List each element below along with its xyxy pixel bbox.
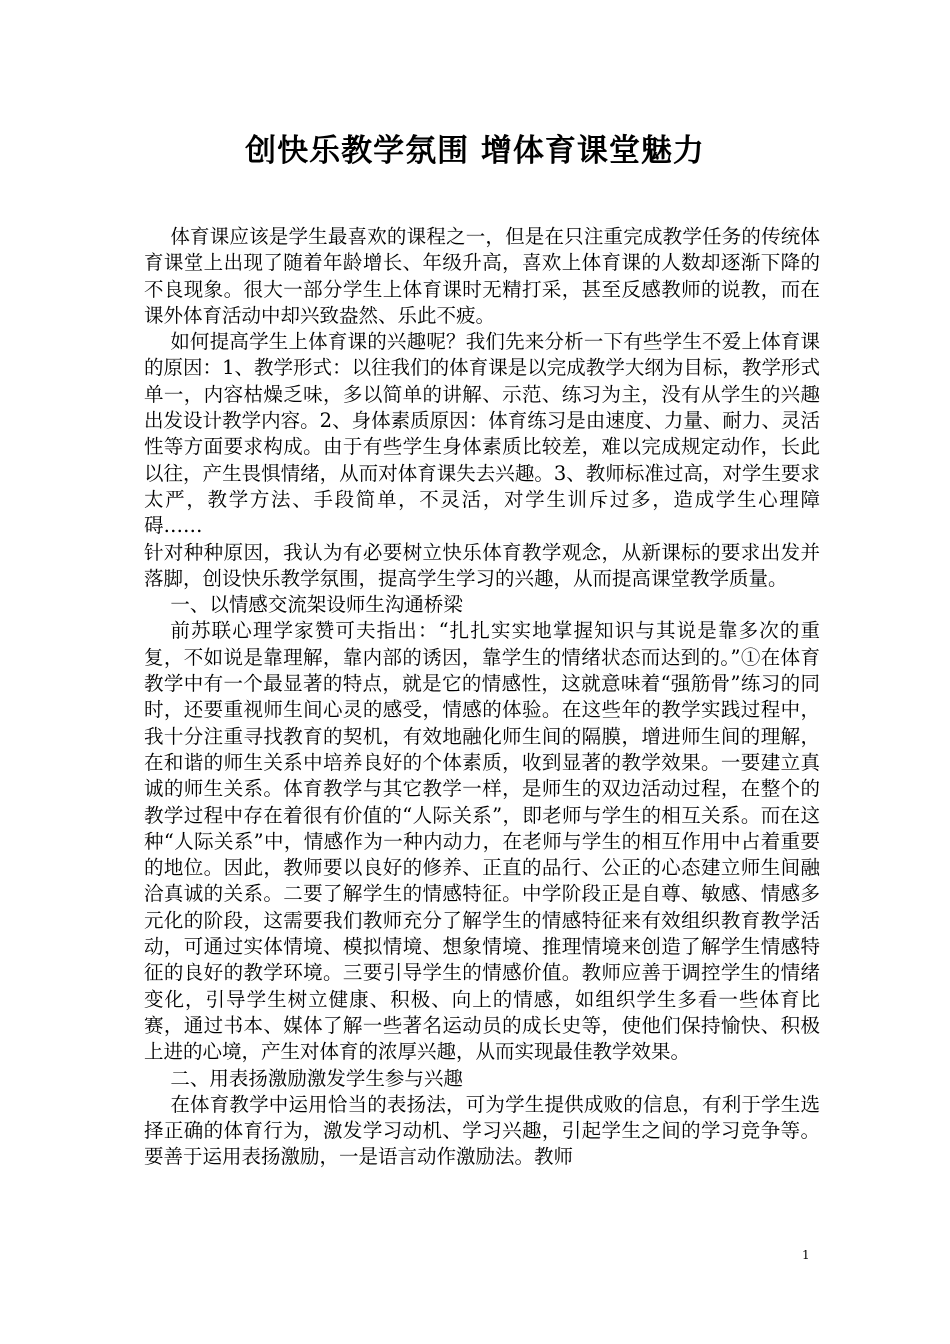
section-heading-1: 一、以情感交流架设师生沟通桥梁 <box>170 593 463 617</box>
paragraph-praise: 在体育教学中运用恰当的表扬法，可为学生提供成败的信息，有利于学生选择正确的体育行为，激发学习动机、学习兴趣，引起学生之间的学习竞争等。要善于运用表扬激励，一是语言动作激励法。教师 <box>144 1092 820 1169</box>
document-body <box>144 224 820 1171</box>
page-number: 1 <box>802 1248 810 1262</box>
paragraph-reasons: 如何提高学生上体育课的兴趣呢？我们先来分析一下有些学生不爱上体育课的原因：1、教学形式：以往我们的体育课是以完成教学大纲为目标，教学形式单一，内容枯燥乏味，多以简单的讲解、示范、练习为主，没有从学生的兴趣出发设计教学内容。2、身体素质原因：体育练习是由速度、力量、耐力、灵活性等方面要求构成。由于有些学生身体素质比较差，难以完成规定动作，长此以往，产生畏惧情绪，从而对体育课失去兴趣。3、教师标准过高，对学生要求太严，教学方法、手段简单，不灵活，对学生训斥过多，造成学生心理障碍…… <box>144 330 820 538</box>
document-title: 创快乐教学氛围 增体育课堂魅力 <box>245 133 705 169</box>
paragraph-approach: 针对种种原因，我认为有必要树立快乐体育教学观念，从新课标的要求出发并落脚，创设快乐教学氛围，提高学生学习的兴趣，从而提高课堂教学质量。 <box>144 540 820 590</box>
section-heading-2: 二、用表扬激励激发学生参与兴趣 <box>170 1066 463 1090</box>
paragraph-intro: 体育课应该是学生最喜欢的课程之一，但是在只注重完成教学任务的传统体育课堂上出现了随着年龄增长、年级升高，喜欢上体育课的人数却逐渐下降的不良现象。很大一部分学生上体育课时无精打采，甚至反感教师的说教，而在课外体育活动中却兴致盎然、乐此不疲。 <box>144 225 820 327</box>
paragraph-emotion: 前苏联心理学家赞可夫指出：“扎扎实实地掌握知识与其说是靠多次的重复，不如说是靠理解，靠内部的诱因，靠学生的情绪状态而达到的。”①在体育教学中有一个最显著的特点，就是它的情感性，这就意味着“强筋骨”练习的同时，还要重视师生间心灵的感受，情感的体验。在这些年的教学实践过程中，我十分注重寻找教育的契机，有效地融化师生间的隔膜，增进师生间的理解，在和谐的师生关系中培养良好的个体素质，收到显著的教学效果。一要建立真诚的师生关系。体育教学与其它教学一样，是师生的双边活动过程，在整个的教学过程中存在着很有价值的“人际关系”，即老师与学生的相互关系。而在这种“人际关系”中，情感作为一种内动力，在老师与学生的相互作用中占着重要的地位。因此，教师要以良好的修养、正直的品行、公正的心态建立师生间融洽真诚的关系。二要了解学生的情感特征。中学阶段正是自尊、敏感、情感多元化的阶段，这需要我们教师充分了解学生的情感特征来有效组织教育教学活动，可通过实体情境、模拟情境、想象情境、推理情境来创造了解学生情感特征的良好的教学环境。三要引导学生的情感价值。教师应善于调控学生的情绪变化，引导学生树立健康、积极、向上的情感，如组织学生多看一些体育比赛，通过书本、媒体了解一些著名运动员的成长史等，使他们保持愉快、积极上进的心境，产生对体育的浓厚兴趣，从而实现最佳教学效果。 <box>144 619 820 1064</box>
